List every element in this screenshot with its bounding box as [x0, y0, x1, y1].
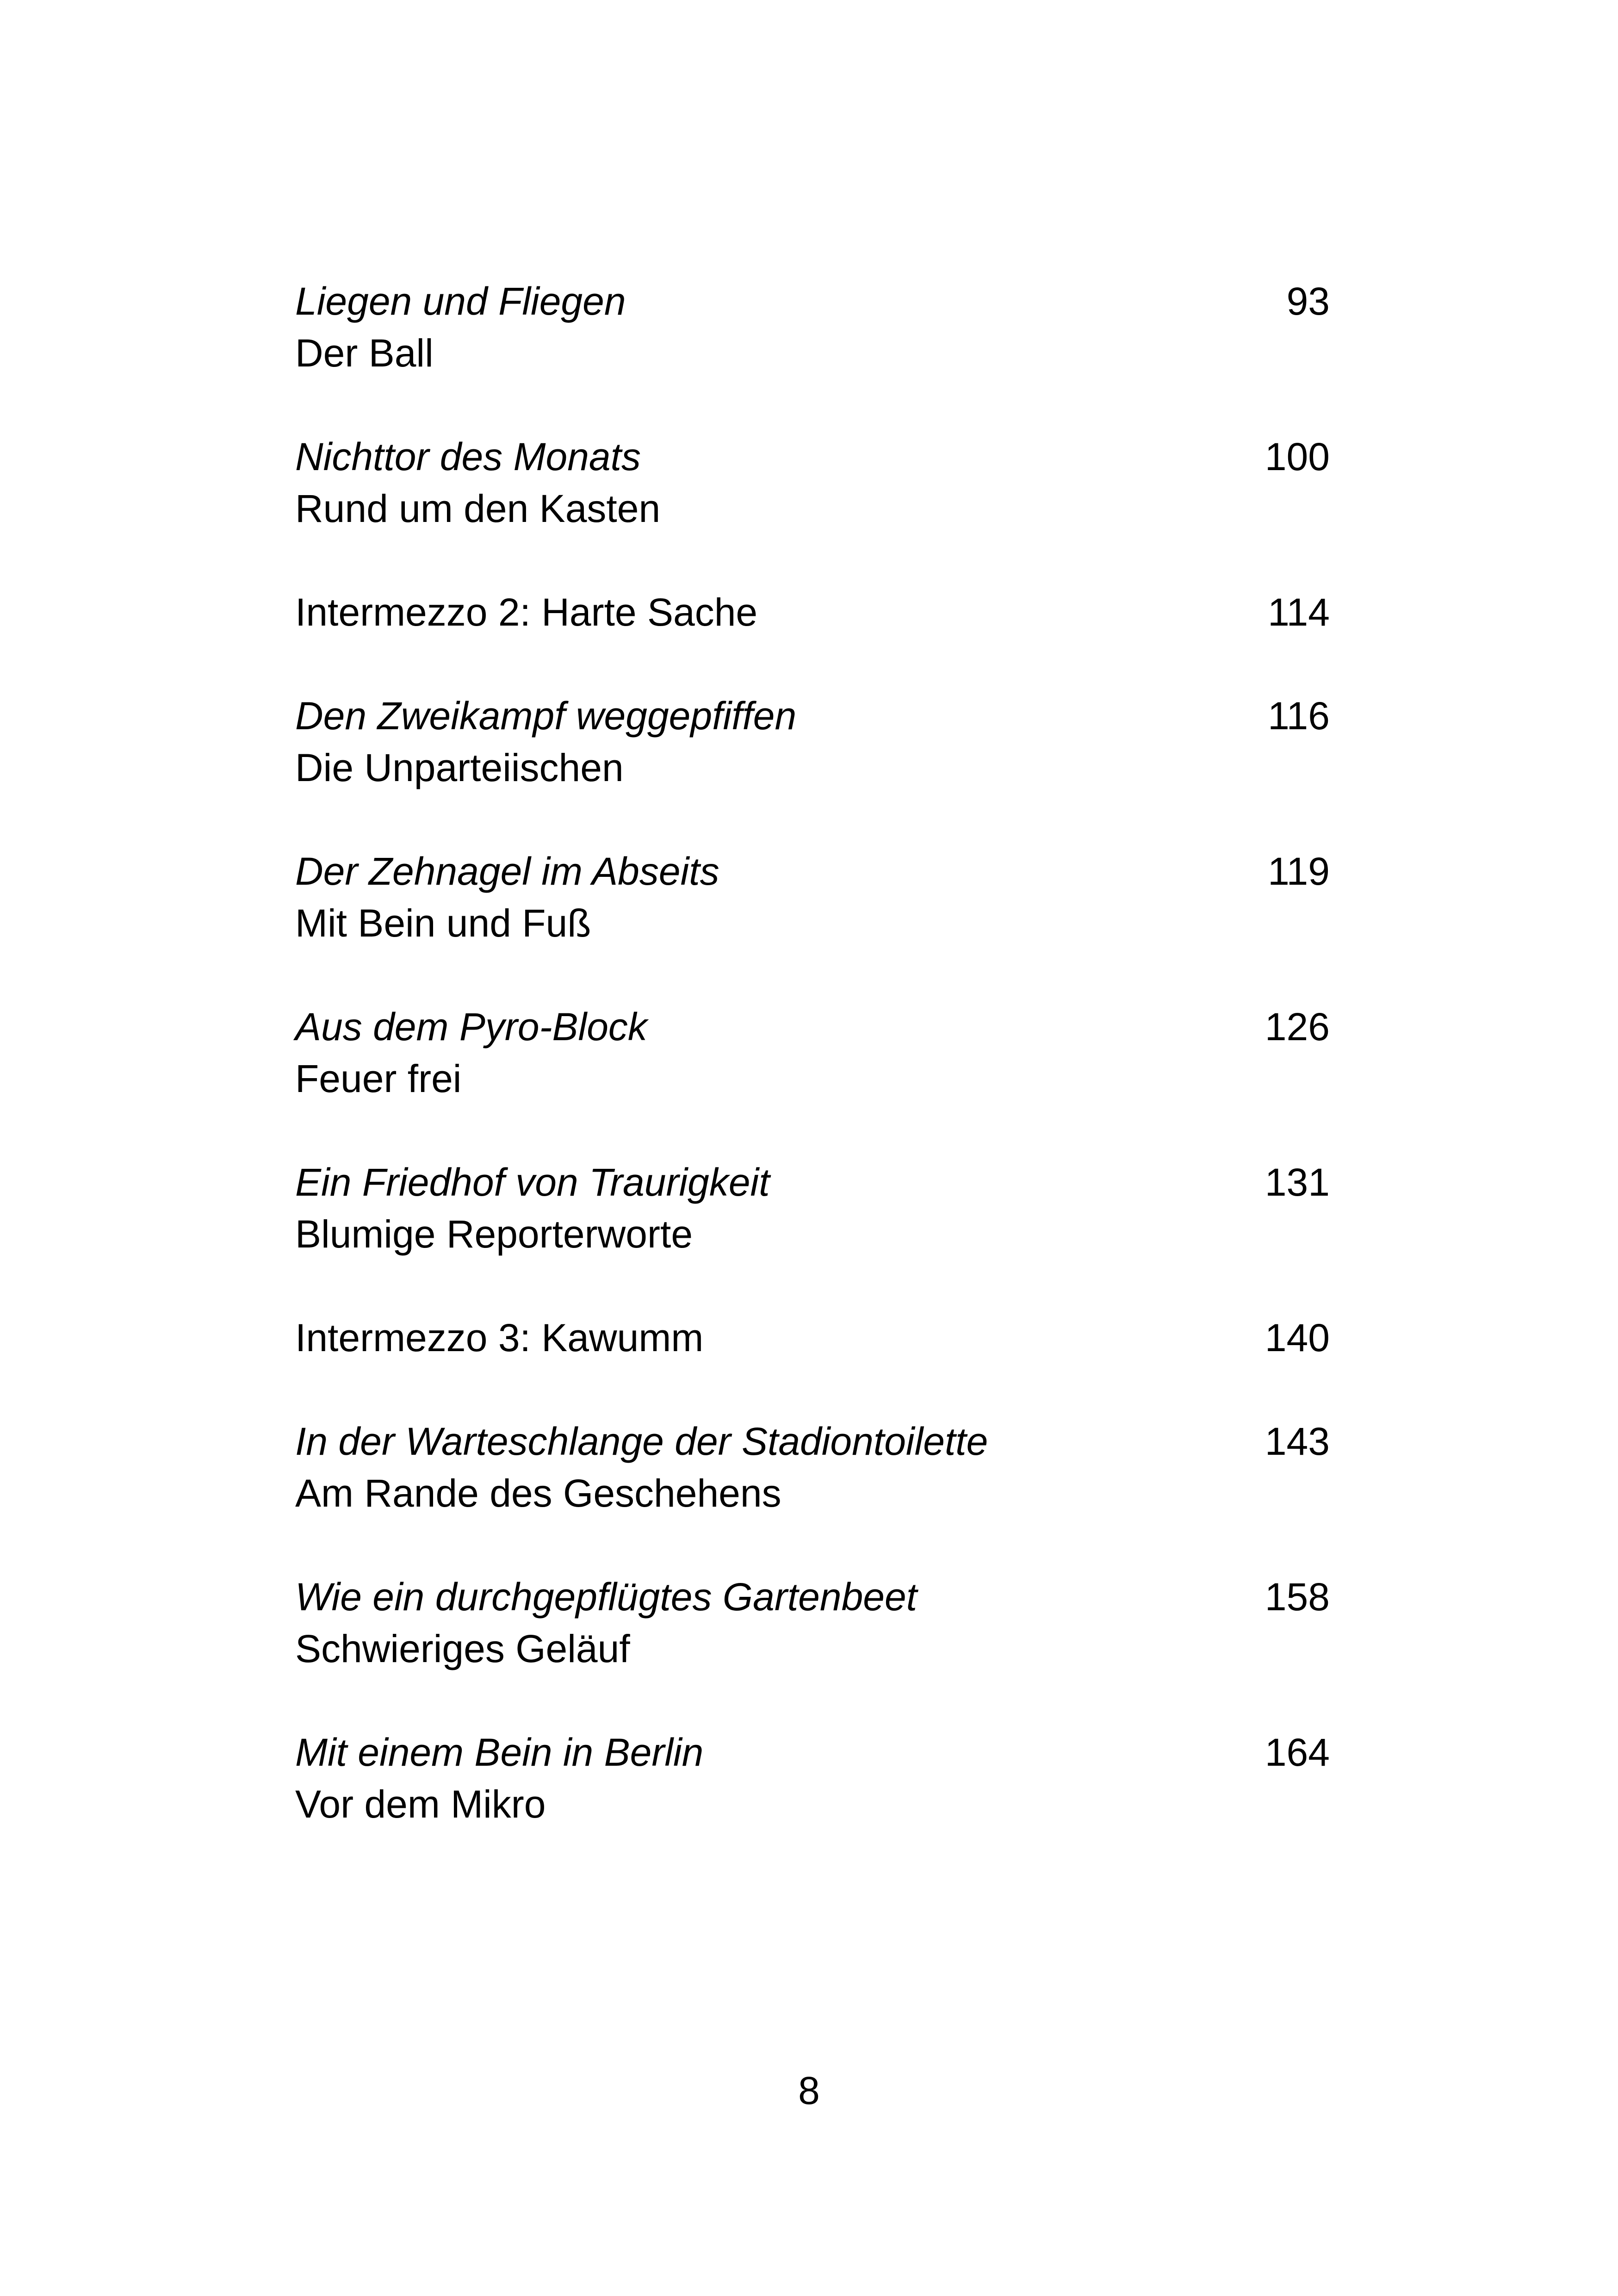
toc-entry-subtitle: Rund um den Kasten — [295, 487, 661, 530]
toc-entry-subtitle: Der Ball — [295, 331, 434, 375]
toc-entry — [295, 275, 1330, 379]
toc-entry-page: 119 — [1268, 850, 1330, 893]
toc-entry-page: 158 — [1265, 1575, 1330, 1619]
toc-entry-title: Mit einem Bein in Berlin — [295, 1731, 704, 1774]
toc-entry — [295, 690, 1330, 794]
toc-entry-page: 131 — [1265, 1160, 1330, 1204]
toc-entry-subtitle: Feuer frei — [295, 1057, 462, 1100]
toc-entry-page: 93 — [1286, 279, 1330, 323]
toc-entry-page: 100 — [1265, 435, 1330, 478]
toc-entry — [295, 431, 1330, 534]
toc-entry-title: Liegen und Fliegen — [295, 279, 626, 323]
toc-entry-page: 126 — [1265, 1005, 1330, 1049]
toc-entry-subtitle: Die Unparteiischen — [295, 746, 624, 789]
toc-entry — [295, 1726, 1330, 1830]
toc-entry-page: 140 — [1265, 1316, 1330, 1359]
toc-entry-title: Wie ein durchgepflügtes Gartenbeet — [295, 1575, 917, 1619]
toc-entry — [295, 1415, 1330, 1519]
toc-entry-subtitle: Blumige Reporterworte — [295, 1212, 693, 1256]
toc-entry-subtitle: Schwieriges Geläuf — [295, 1627, 630, 1670]
toc-entry-intermezzo — [295, 586, 1330, 638]
toc-entry — [295, 1001, 1330, 1105]
toc-entry-intermezzo — [295, 1312, 1330, 1364]
toc-entry-page: 114 — [1268, 590, 1330, 634]
toc-entry-title: Intermezzo 3: Kawumm — [295, 1316, 704, 1359]
toc-entry — [295, 1156, 1330, 1260]
toc-entry-subtitle: Vor dem Mikro — [295, 1782, 546, 1826]
toc-entry-title: Aus dem Pyro-Block — [295, 1005, 647, 1049]
toc-entry-title: Nichttor des Monats — [295, 435, 641, 478]
toc-entry-title: Intermezzo 2: Harte Sache — [295, 590, 758, 634]
toc-entry-page: 143 — [1265, 1420, 1330, 1463]
page-number: 8 — [798, 2069, 820, 2112]
table-of-contents — [295, 275, 1330, 1882]
toc-entry-title: Den Zweikampf weggepfiffen — [295, 694, 797, 738]
toc-entry-page: 164 — [1265, 1731, 1330, 1774]
toc-entry-title: Der Zehnagel im Abseits — [295, 850, 719, 893]
toc-entry-title: In der Warteschlange der Stadiontoilette — [295, 1420, 988, 1463]
toc-entry-title: Ein Friedhof von Traurigkeit — [295, 1160, 770, 1204]
toc-entry-page: 116 — [1268, 694, 1330, 738]
toc-entry-subtitle: Am Rande des Geschehens — [295, 1471, 781, 1515]
toc-entry-subtitle: Mit Bein und Fuß — [295, 901, 591, 945]
toc-entry — [295, 1571, 1330, 1675]
toc-entry — [295, 845, 1330, 949]
